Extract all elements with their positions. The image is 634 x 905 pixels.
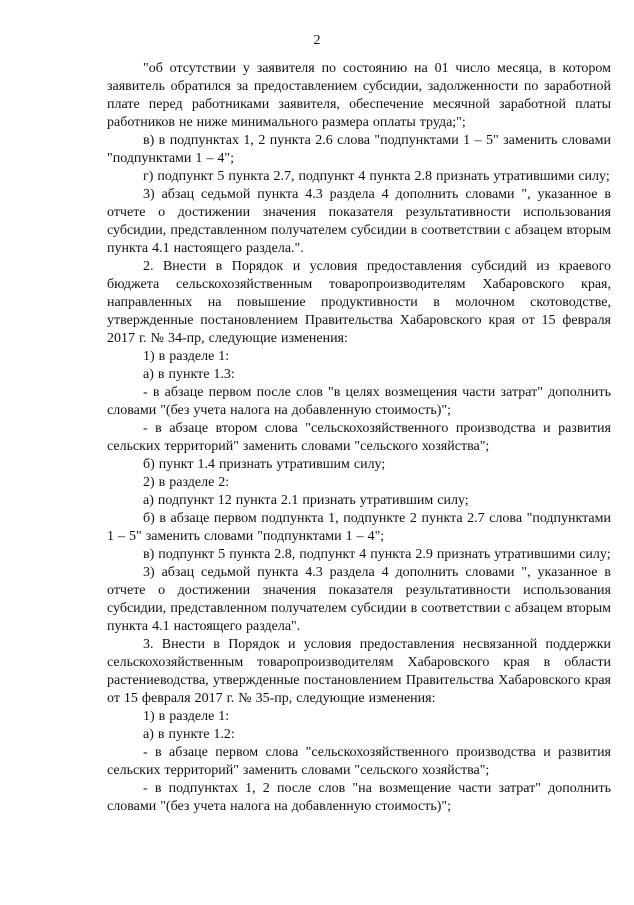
paragraph-15: 3) абзац седьмой пункта 4.3 раздела 4 дополнить словами ", указанное в отчете о достижении значения показателя результативности использования субсидии, представленном получателем субсидии в соответствии с абзацем вторым пункта 4.1 настоящего раздела". (107, 565, 611, 634)
paragraph-8: - в абзаце первом после слов "в целях возмещения части затрат" дополнить словами "(без учета налога на добавленную стоимость)"; (107, 385, 611, 418)
paragraph-20: - в подпунктах 1, 2 после слов "на возмещение части затрат" дополнить словами "(без учета налога на добавленную стоимость)"; (107, 781, 611, 814)
paragraph-10: б) пункт 1.4 признать утратившим силу; (143, 457, 386, 472)
paragraph-14: в) подпункт 5 пункта 2.8, подпункт 4 пункта 2.9 признать утратившими силу; (143, 547, 611, 562)
paragraph-12: а) подпункт 12 пункта 2.1 признать утратившим силу; (143, 493, 469, 508)
paragraph-19: - в абзаце первом слова "сельскохозяйственного производства и развития сельских территорий" заменить словами "сельского хозяйства"; (107, 745, 611, 778)
paragraph-1: "об отсутствии у заявителя по состоянию на 01 число месяца, в котором заявитель обратился за предоставлением субсидии, задолженности по заработной плате перед работниками заявителя, обеспечение месячной заработной платы работников не ниже минимального размера оплаты труда;"; (107, 61, 611, 130)
paragraph-4: 3) абзац седьмой пункта 4.3 раздела 4 дополнить словами ", указанное в отчете о достижении значения показателя результативности использования субсидии, представленном получателем субсидии в соответствии с абзацем вторым пункта 4.1 настоящего раздела.". (107, 187, 611, 256)
paragraph-7: а) в пункте 1.3: (143, 367, 235, 382)
paragraph-17: 1) в разделе 1: (143, 709, 230, 724)
document-body (107, 60, 611, 816)
paragraph-2: в) в подпунктах 1, 2 пункта 2.6 слова "подпунктами 1 – 5" заменить словами "подпунктами 1 – 4"; (107, 133, 611, 166)
paragraph-3: г) подпункт 5 пункта 2.7, подпункт 4 пункта 2.8 признать утратившими силу; (143, 169, 610, 184)
paragraph-5: 2. Внести в Порядок и условия предоставления субсидий из краевого бюджета сельскохозяйственным товаропроизводителям Хабаровского края, направленных на повышение продуктивности в молочном скотоводстве, утвержденные постановлением Правительства Хабаровского края от 15 февраля 2017 г. № 34-пр, следующие изменения: (107, 259, 611, 346)
paragraph-9: - в абзаце втором слова "сельскохозяйственного производства и развития сельских территорий" заменить словами "сельского хозяйства"; (107, 421, 611, 454)
page-number: 2 (313, 33, 321, 48)
paragraph-13: б) в абзаце первом подпункта 1, подпункте 2 пункта 2.7 слова "подпунктами 1 – 5" заменить словами "подпунктами 1 – 4"; (107, 511, 611, 544)
paragraph-6: 1) в разделе 1: (143, 349, 230, 364)
paragraph-16: 3. Внести в Порядок и условия предоставления несвязанной поддержки сельскохозяйственным товаропроизводителям Хабаровского края в области растениеводства, утвержденные постановлением Правительства Хабаровского края от 15 февраля 2017 г. № 35-пр, следующие изменения: (107, 637, 611, 706)
paragraph-18: а) в пункте 1.2: (143, 727, 235, 742)
paragraph-11: 2) в разделе 2: (143, 475, 230, 490)
